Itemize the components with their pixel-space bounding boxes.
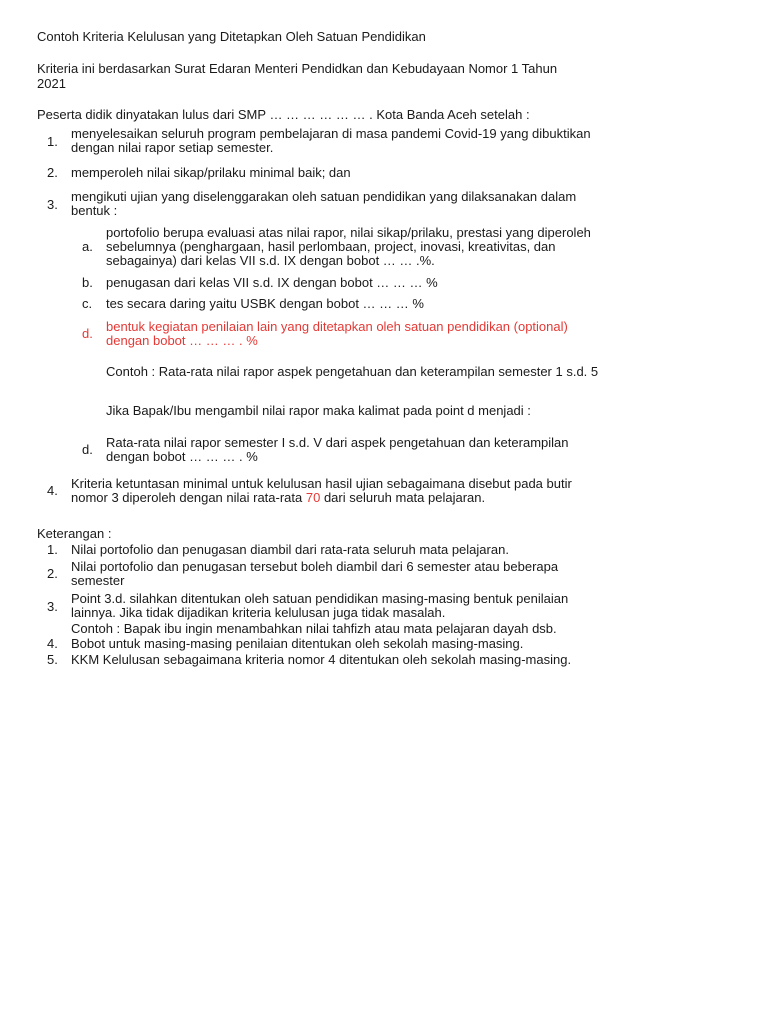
alt-d-line-1: Rata-rata nilai rapor semester I s.d. V dari aspek pengetahuan dan keterampilan — [106, 435, 569, 450]
subitem-a-line-3: sebagainya) dari kelas VII s.d. IX dengan bobot … … .%. — [106, 253, 435, 268]
subitem-a-letter: a. — [82, 239, 93, 254]
notes-heading: Keterangan : — [37, 526, 112, 541]
note-1-number: 1. — [47, 542, 58, 557]
item-1-line-2: dengan nilai rapor setiap semester. — [71, 140, 274, 155]
item-1-number: 1. — [47, 134, 58, 149]
note-2-line-1: Nilai portofolio dan penugasan tersebut boleh diambil dari 6 semester atau beberapa — [71, 559, 559, 574]
note-3-line-2: lainnya. Jika tidak dijadikan kriteria kelulusan juga tidak masalah. — [71, 605, 446, 620]
min-score-value: 70 — [305, 490, 321, 505]
item-3-line-2: bentuk : — [71, 203, 118, 218]
note-5-line-1: KKM Kelulusan sebagaimana kriteria nomor 4 ditentukan oleh sekolah masing-masing. — [71, 652, 572, 667]
item-4-number: 4. — [47, 483, 58, 498]
if-rapor-text: Jika Bapak/Ibu mengambil nilai rapor maka kalimat pada point d menjadi : — [106, 403, 531, 418]
example-text: Contoh : Rata-rata nilai rapor aspek pengetahuan dan keterampilan semester 1 s.d. 5 — [106, 364, 599, 379]
subitem-a-line-1: portofolio berupa evaluasi atas nilai rapor, nilai sikap/prilaku, prestasi yang diperoleh — [106, 225, 591, 240]
subitem-b-line-1: penugasan dari kelas VII s.d. IX dengan bobot … … … % — [106, 275, 438, 290]
item-4-line-2-pre: nomor 3 diperoleh dengan nilai rata-rata — [71, 490, 306, 505]
note-3-line-3: Contoh : Bapak ibu ingin menambahkan nilai tahfizh atau mata pelajaran dayah dsb. — [71, 621, 557, 636]
subitem-c-line-1: tes secara daring yaitu USBK dengan bobot … … … % — [106, 296, 424, 311]
item-1-line-1: menyelesaikan seluruh program pembelajaran di masa pandemi Covid-19 yang dibuktikan — [71, 126, 591, 141]
subitem-d-line-1: bentuk kegiatan penilaian lain yang ditetapkan oleh satuan pendidikan (optional) — [106, 319, 568, 334]
item-2-line-1: memperoleh nilai sikap/prilaku minimal baik; dan — [71, 165, 351, 180]
intro-text: Peserta didik dinyatakan lulus dari SMP … … … … … … . Kota Banda Aceh setelah : — [37, 107, 530, 122]
alt-d-line-2: dengan bobot … … … . % — [106, 449, 258, 464]
item-4-line-2 — [71, 491, 485, 504]
note-2-line-2: semester — [71, 573, 125, 588]
item-3-number: 3. — [47, 197, 58, 212]
basis-line-1: Kriteria ini berdasarkan Surat Edaran Menteri Pendidkan dan Kebudayaan Nomor 1 Tahun — [37, 61, 558, 76]
note-4-number: 4. — [47, 636, 58, 651]
item-4-line-1: Kriteria ketuntasan minimal untuk kelulusan hasil ujian sebagaimana disebut pada butir — [71, 476, 572, 491]
note-1-line-1: Nilai portofolio dan penugasan diambil dari rata-rata seluruh mata pelajaran. — [71, 542, 509, 557]
subitem-d-line-2: dengan bobot … … … . % — [106, 333, 258, 348]
note-3-number: 3. — [47, 599, 58, 614]
note-4-line-1: Bobot untuk masing-masing penilaian ditentukan oleh sekolah masing-masing. — [71, 636, 524, 651]
document-title: Contoh Kriteria Kelulusan yang Ditetapkan Oleh Satuan Pendidikan — [37, 29, 426, 44]
subitem-a-line-2: sebelumnya (penghargaan, hasil perlombaan, project, inovasi, kreativitas, dan — [106, 239, 556, 254]
item-3-line-1: mengikuti ujian yang diselenggarakan oleh satuan pendidikan yang dilaksanakan dalam — [71, 189, 577, 204]
item-2-number: 2. — [47, 165, 58, 180]
alt-d-letter: d. — [82, 442, 93, 457]
subitem-d-letter: d. — [82, 326, 93, 341]
note-3-line-1: Point 3.d. silahkan ditentukan oleh satuan pendidikan masing-masing bentuk penilaian — [71, 591, 569, 606]
item-4-line-2-post: dari seluruh mata pelajaran. — [320, 490, 486, 505]
basis-line-2: 2021 — [37, 76, 66, 91]
subitem-c-letter: c. — [82, 296, 93, 311]
note-2-number: 2. — [47, 566, 58, 581]
note-5-number: 5. — [47, 652, 58, 667]
subitem-b-letter: b. — [82, 275, 93, 290]
